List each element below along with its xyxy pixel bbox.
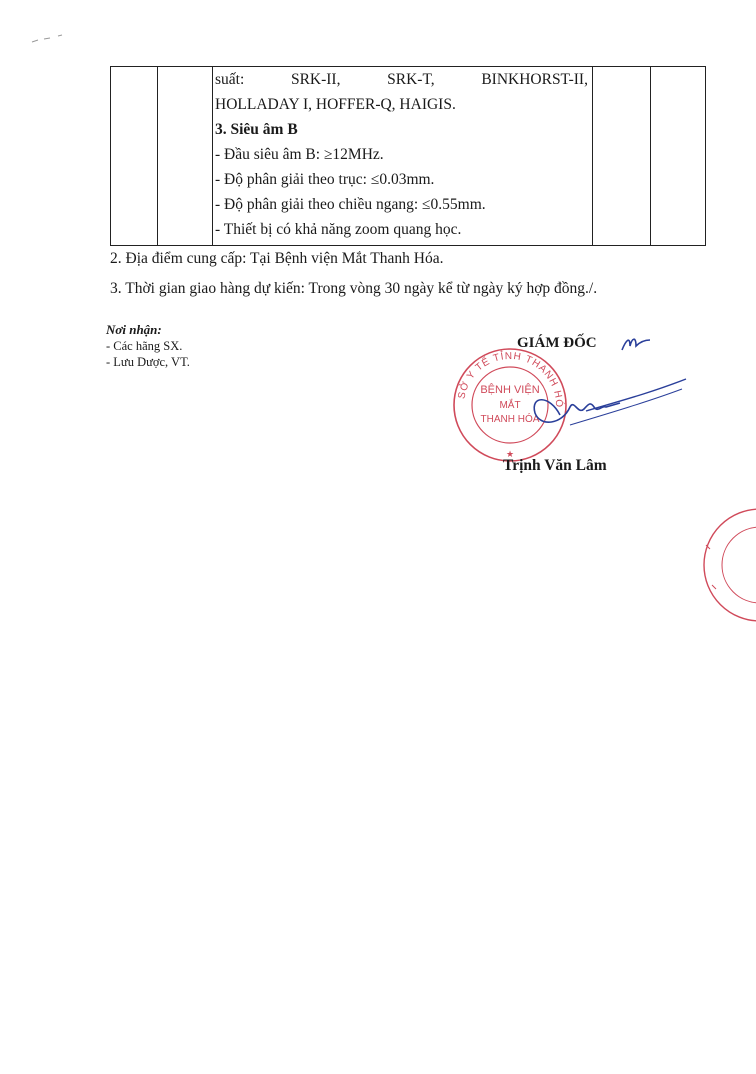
recipient-item: - Các hãng SX. [106, 339, 183, 353]
spec-text: SRK-II, [290, 71, 341, 88]
spec-line-probe: - Đầu siêu âm B: ≥12MHz. [215, 146, 384, 163]
recipient-item: - Lưu Dược, VT. [106, 355, 190, 369]
seal-line-2: MẮT [499, 400, 521, 411]
scan-mark [28, 30, 68, 46]
spec-text: suất: [215, 71, 245, 88]
spec-line-zoom: - Thiết bị có khả năng zoom quang học. [215, 221, 462, 238]
spec-text: SRK-T, [387, 71, 435, 88]
seal-line-1: BỆNH VIỆN [480, 384, 540, 396]
signer-name: Trịnh Văn Lâm [503, 457, 607, 474]
spec-line-axial-resolution: - Độ phân giải theo trục: ≤0.03mm. [215, 171, 435, 188]
spec-section-heading: 3. Siêu âm B [215, 121, 298, 138]
recipients-title: Nơi nhận: [106, 322, 162, 337]
seal-line-3: THANH HÓA [480, 414, 540, 425]
table-col-divider [592, 67, 593, 245]
spec-line-formulas-cont: HOLLADAY I, HOFFER-Q, HAIGIS. [215, 96, 456, 113]
spec-table [110, 66, 706, 246]
spec-description-cell [214, 67, 590, 242]
table-col-divider [157, 67, 158, 245]
director-signature [500, 365, 700, 455]
location-paragraph: 2. Địa điểm cung cấp: Tại Bệnh viện Mắt Thanh Hóa. [110, 250, 444, 267]
spec-line-lateral-resolution: - Độ phân giải theo chiều ngang: ≤0.55mm. [215, 196, 486, 213]
initial-mark [618, 332, 654, 356]
signer-title: GIÁM ĐỐC [517, 335, 597, 351]
table-col-divider [212, 67, 213, 245]
spec-text: BINKHORST-II, [481, 71, 588, 88]
spec-line-formulas [214, 67, 590, 92]
partial-edge-seal [672, 505, 756, 625]
delivery-paragraph: 3. Thời gian giao hàng dự kiến: Trong vòng 30 ngày kể từ ngày ký hợp đồng./. [110, 280, 598, 297]
recipients-block [106, 322, 190, 370]
seal-star-icon: ★ [505, 449, 515, 459]
seal-outer-text: SỞ Y TẾ TỈNH THANH HÓ [456, 350, 565, 409]
table-col-divider [650, 67, 651, 245]
